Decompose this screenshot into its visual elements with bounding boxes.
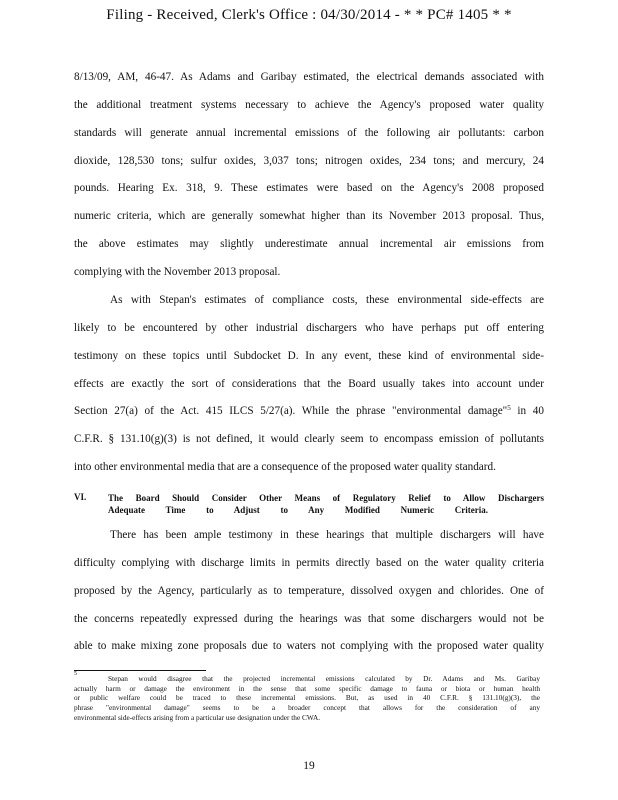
footnote-line: or public welfare could be traced to these incremental emissions. But, as used in 40 C.F.R. § 131.10(g)(3), the — [74, 693, 540, 703]
text-line: There has been ample testimony in these hearings that multiple dischargers will have — [110, 529, 544, 541]
section-heading — [74, 492, 544, 516]
text-line: pounds. Hearing Ex. 318, 9. These estimates were based on the Agency's 2008 proposed — [74, 182, 544, 195]
text-line: dioxide, 128,530 tons; sulfur oxides, 3,037 tons; nitrogen oxides, 234 tons; and mercury, 24 — [74, 154, 544, 167]
text-line: standards will generate annual incremental emissions of the following air pollutants: carbon — [74, 126, 544, 139]
text-line: testimony on these topics until Subdocket D. In any event, these kind of environmental side- — [74, 349, 544, 362]
section-number: VI. — [74, 492, 87, 502]
text-fragment: in 40 — [510, 405, 544, 418]
footnote-divider — [74, 670, 206, 671]
text-line: 8/13/09, AM, 46-47. As Adams and Garibay estimated, the electrical demands associated with — [74, 71, 544, 83]
text-line: the concerns repeatedly expressed during the hearings was that some dischargers would not be — [74, 612, 544, 625]
text-line: numeric criteria, which are generally somewhat higher than its November 2013 proposal. Thus, — [74, 210, 544, 223]
text-line: the above estimates may slightly underestimate annual incremental air emissions from — [74, 238, 544, 251]
filing-header: Filing - Received, Clerk's Office : 04/30/2014 - * * PC# 1405 * * — [106, 7, 512, 23]
footnote — [74, 671, 540, 722]
footnote-mark: 5 — [74, 671, 77, 677]
footnote-line: environmental side-effects arising from a particular use designation under the CWA. — [74, 712, 321, 722]
text-line: As with Stepan's estimates of compliance costs, these environmental side-effects are — [110, 294, 544, 306]
text-line-with-footnote — [74, 398, 544, 426]
text-line: likely to be encountered by other industrial dischargers who have perhaps put off entering — [74, 321, 544, 334]
footnote-line: actually harm or damage the environment in the sense that some specific damage to fauna or biota or human health — [74, 683, 540, 693]
text-line: able to make mixing zone proposals due to waters not complying with the proposed water quality — [74, 640, 544, 653]
text-line: C.F.R. § 131.10(g)(3) is not defined, it would clearly seem to encompass emission of pollutants — [74, 433, 544, 446]
paragraph-2 — [74, 287, 544, 482]
text-line: difficulty complying with discharge limits in permits directly based on the water quality criteria — [74, 556, 544, 569]
footnote-line: phrase "environmental damage" seems to be a broader concept that allows for the consideration of any — [74, 703, 540, 713]
text-line: into other environmental media that are a consequence of the proposed water quality standard. — [74, 461, 496, 474]
text-line: proposed by the Agency, particularly as to temperature, dissolved oxygen and chlorides. One of — [74, 584, 544, 597]
paragraph-3 — [74, 522, 544, 661]
footnote-line: Stepan would disagree that the projected incremental emissions calculated by Dr. Adams and Ms. Garibay — [108, 674, 540, 683]
heading-line: Adequate Time to Adjust to Any Modified Numeric Criteria. — [108, 505, 488, 515]
page-number: 19 — [303, 760, 315, 772]
heading-line: The Board Should Consider Other Means of Regulatory Relief to Allow Dischargers — [108, 493, 544, 503]
paragraph-1 — [74, 64, 544, 287]
footnote-reference[interactable]: 5 — [507, 404, 511, 413]
text-line: the additional treatment systems necessary to achieve the Agency's proposed water quality — [74, 98, 544, 111]
text-fragment: Section 27(a) of the Act. 415 ILCS 5/27(a). While the phrase "environmental damage" — [74, 405, 508, 418]
text-line: complying with the November 2013 proposal. — [74, 265, 281, 278]
text-line: effects are exactly the sort of considerations that the Board usually takes into account under — [74, 377, 544, 390]
